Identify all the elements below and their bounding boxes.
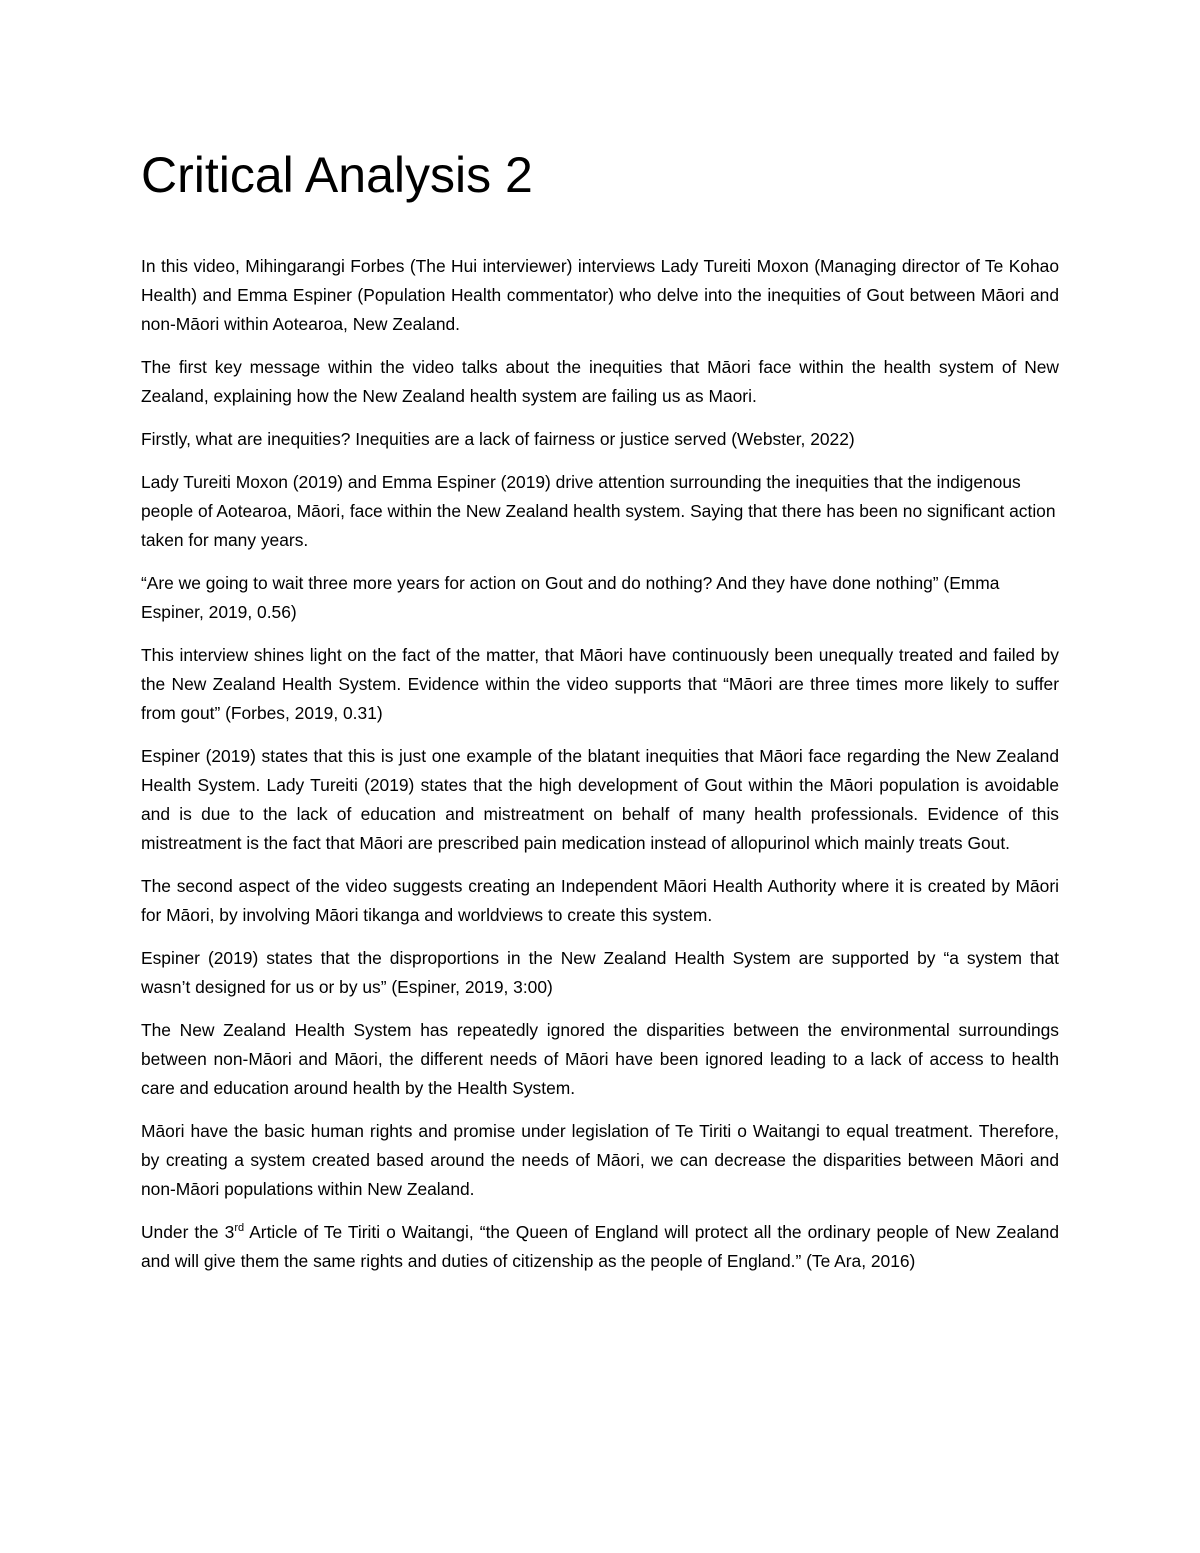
paragraph-human-rights: Māori have the basic human rights and promise under legislation of Te Tiriti o Waitangi to equal treatment. Therefore, by creating a system created based around the needs of Māori, we can decrease the disparities between Māori and non-Māori populations within New Zealand. [141,1121,1059,1199]
document-title: Critical Analysis 2 [141,147,533,203]
paragraph-intro: In this video, Mihingarangi Forbes (The Hui interviewer) interviews Lady Tureiti Moxon (Managing director of Te Kohao Health) and Emma Espiner (Population Health commentator) who delve into the inequities of Gout between Māori and non-Māori within Aotearoa, New Zealand. [141,256,1059,334]
paragraph-disparities: The New Zealand Health System has repeatedly ignored the disparities between the environmental surroundings between non-Māori and Māori, the different needs of Māori have been ignored leading to a lack of access to health care and education around health by the Health System. [141,1020,1059,1098]
paragraph-inequities-definition: Firstly, what are inequities? Inequities are a lack of fairness or justice served (Webster, 2022) [141,429,855,449]
paragraph-disproportions: Espiner (2019) states that the disproportions in the New Zealand Health System are supported by “a system that wasn’t designed for us or by us” (Espiner, 2019, 3:00) [141,948,1059,997]
third-article-prefix: Under the 3 [141,1222,235,1242]
third-article-text: Article of Te Tiriti o Waitangi, “the Queen of England will protect all the ordinary people of New Zealand and will give them the same rights and duties of citizenship as the people of England.” (Te Ara, 2016) [141,1222,1059,1271]
paragraph-second-aspect: The second aspect of the video suggests creating an Independent Māori Health Authority where it is created by Māori for Māori, by involving Māori tikanga and worldviews to create this system. [141,876,1059,925]
paragraph-quote-espiner: “Are we going to wait three more years for action on Gout and do nothing? And they have done nothing” (Emma Espiner, 2019, 0.56) [141,573,1000,622]
paragraph-espiner-example: Espiner (2019) states that this is just one example of the blatant inequities that Māori face regarding the New Zealand Health System. Lady Tureiti (2019) states that the high development of Gout within the Māori population is avoidable and is due to the lack of education and mistreatment on behalf of many health professionals. Evidence of this mistreatment is the fact that Māori are prescribed pain medication instead of allopurinol which mainly treats Gout. [141,746,1059,853]
ordinal-superscript: rd [234,1222,245,1235]
paragraph-attention: Lady Tureiti Moxon (2019) and Emma Espiner (2019) drive attention surrounding the inequities that the indigenous people of Aotearoa, Māori, face within the New Zealand health system. Saying that there has been no significant action taken for many years. [141,472,1056,550]
paragraph-first-key-message: The first key message within the video talks about the inequities that Māori face within the health system of New Zealand, explaining how the New Zealand health system are failing us as Maori. [141,357,1059,406]
paragraph-interview-light: This interview shines light on the fact of the matter, that Māori have continuously been unequally treated and failed by the New Zealand Health System. Evidence within the video supports that “Māori are three times more likely to suffer from gout” (Forbes, 2019, 0.31) [141,645,1059,723]
document-body [141,138,1059,1290]
paragraph-third-article [141,1218,1059,1276]
